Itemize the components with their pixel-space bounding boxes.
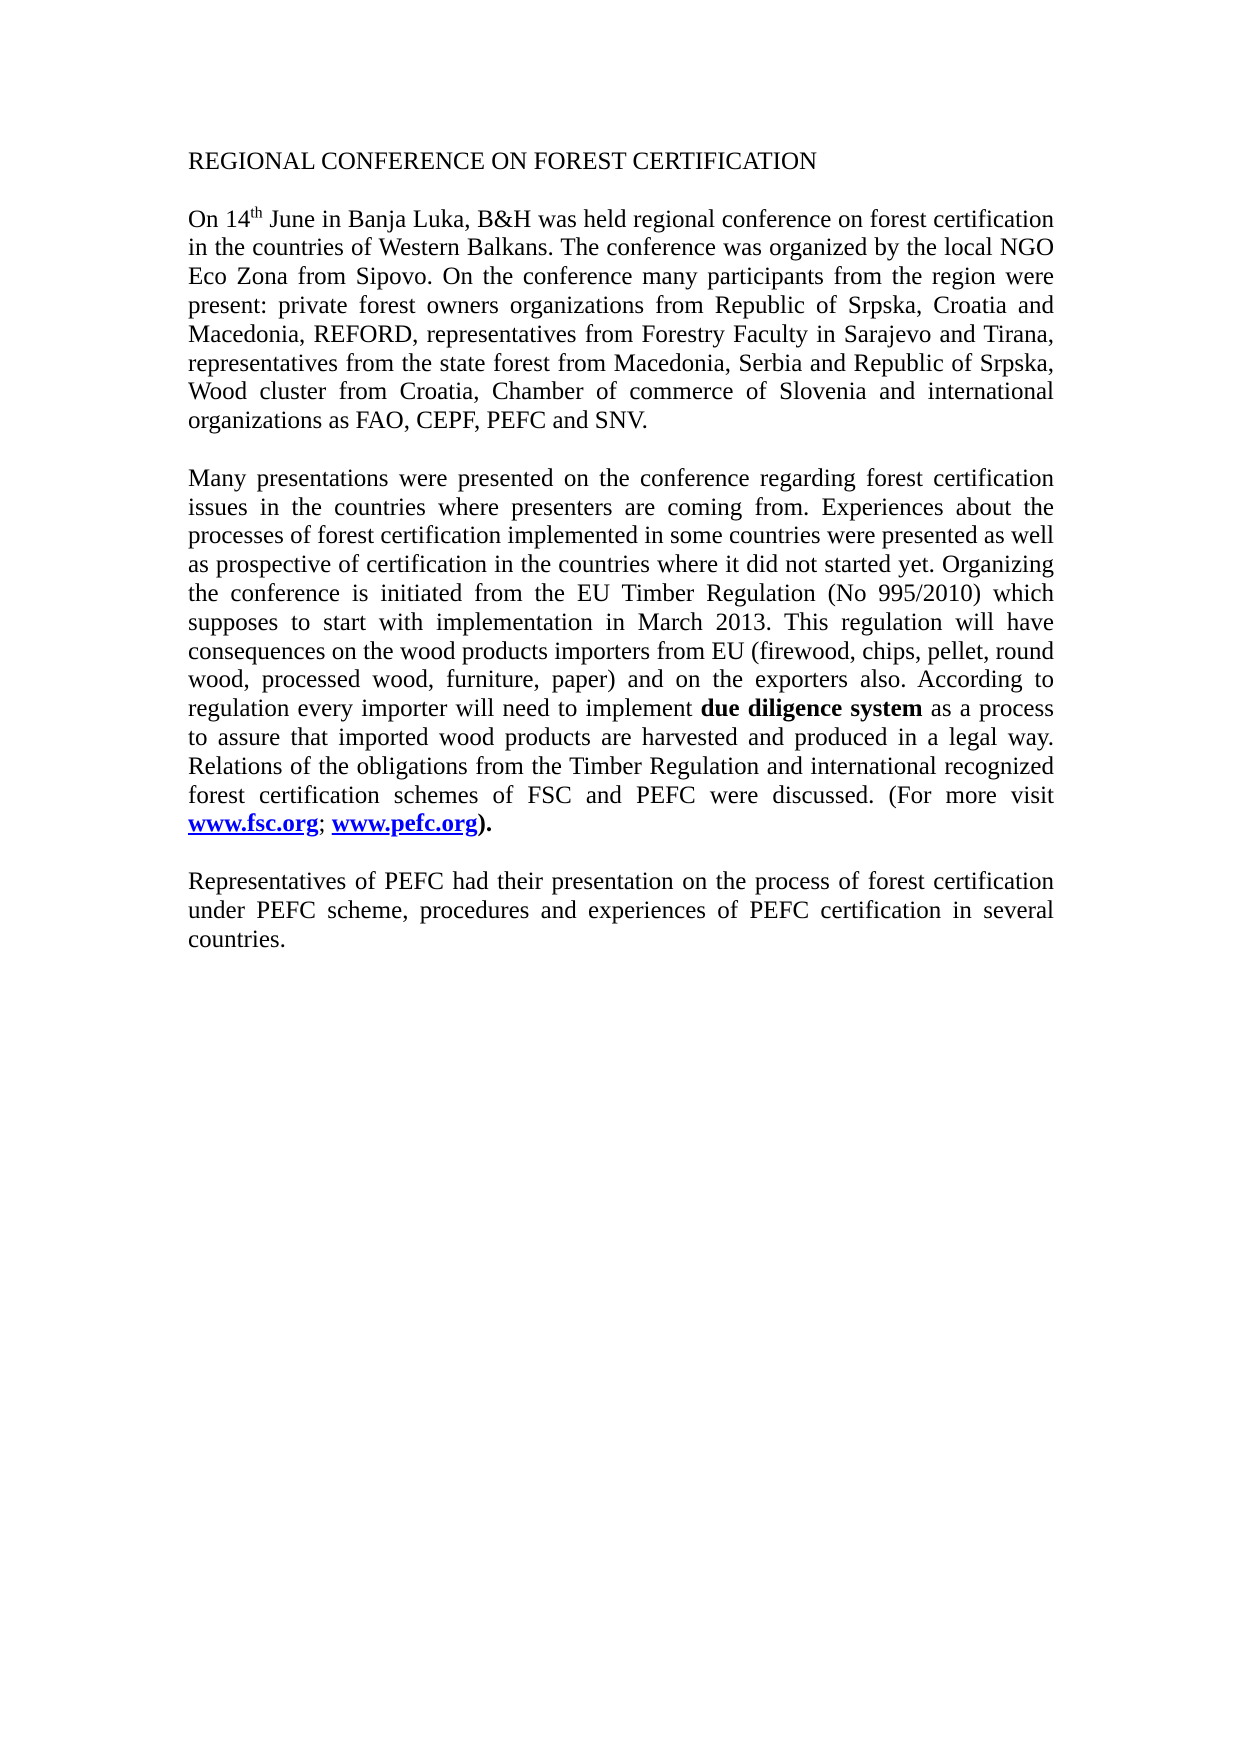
paragraph-1 <box>188 206 1054 436</box>
link-separator: ; <box>318 810 332 838</box>
pefc-org-link[interactable]: www.pefc.org <box>331 810 478 838</box>
text-content <box>188 148 1054 954</box>
ordinal-superscript: th <box>250 204 263 222</box>
paragraph-2-text-part1: Many presentations were presented on the conference regarding forest certification issues in the countries where presenters are coming from. Experiences about the processes of forest certification implemented in some countries were presented as well as prospective of certification in the countries where it did not started yet. Organizing the conference is initiated from the EU Timber Regulation (No 995/2010) which supposes to start with implementation in March 2013. This regulation will have consequences on the wood products importers from EU (firewood, chips, pellet, round wood, processed wood, furniture, paper) and on the exporters also. According to regulation every importer will need to implement <box>188 464 1054 723</box>
paragraph-1-text-rest: June in Banja Luka, B&H was held regional conference on forest certification in the countries of Western Balkans. The conference was organized by the local NGO Eco Zona from Sipovo. On the conference many participants from the region were present: private forest owners organizations from Republic of Srpska, Croatia and Macedonia, REFORD, representatives from Forestry Faculty in Sarajevo and Tirana, representatives from the state forest from Macedonia, Serbia and Republic of Srpska, Wood cluster from Croatia, Chamber of commerce of Slovenia and international organizations as FAO, CEPF, PEFC and SNV. <box>188 205 1054 435</box>
paragraph-1-text-start: On 14 <box>188 205 251 233</box>
paragraph-2-text-part2: as a process to assure that imported wood products are harvested and produced in a legal way. Relations of the obligations from the Timber Regulation and international recognized forest certification schemes of FSC and PEFC were discussed. (For more visit <box>188 695 1054 809</box>
due-diligence-bold-phrase: due diligence system <box>700 695 923 723</box>
paragraph-2 <box>188 465 1054 839</box>
document-title: REGIONAL CONFERENCE ON FOREST CERTIFICATION <box>188 148 818 175</box>
fsc-org-link[interactable]: www.fsc.org <box>188 810 319 838</box>
paragraph-2-closing: ). <box>477 810 493 838</box>
paragraph-3 <box>188 868 1054 954</box>
paragraph-3-text: Representatives of PEFC had their presentation on the process of forest certification under PEFC scheme, procedures and experiences of PEFC certification in several countries. <box>188 867 1054 953</box>
